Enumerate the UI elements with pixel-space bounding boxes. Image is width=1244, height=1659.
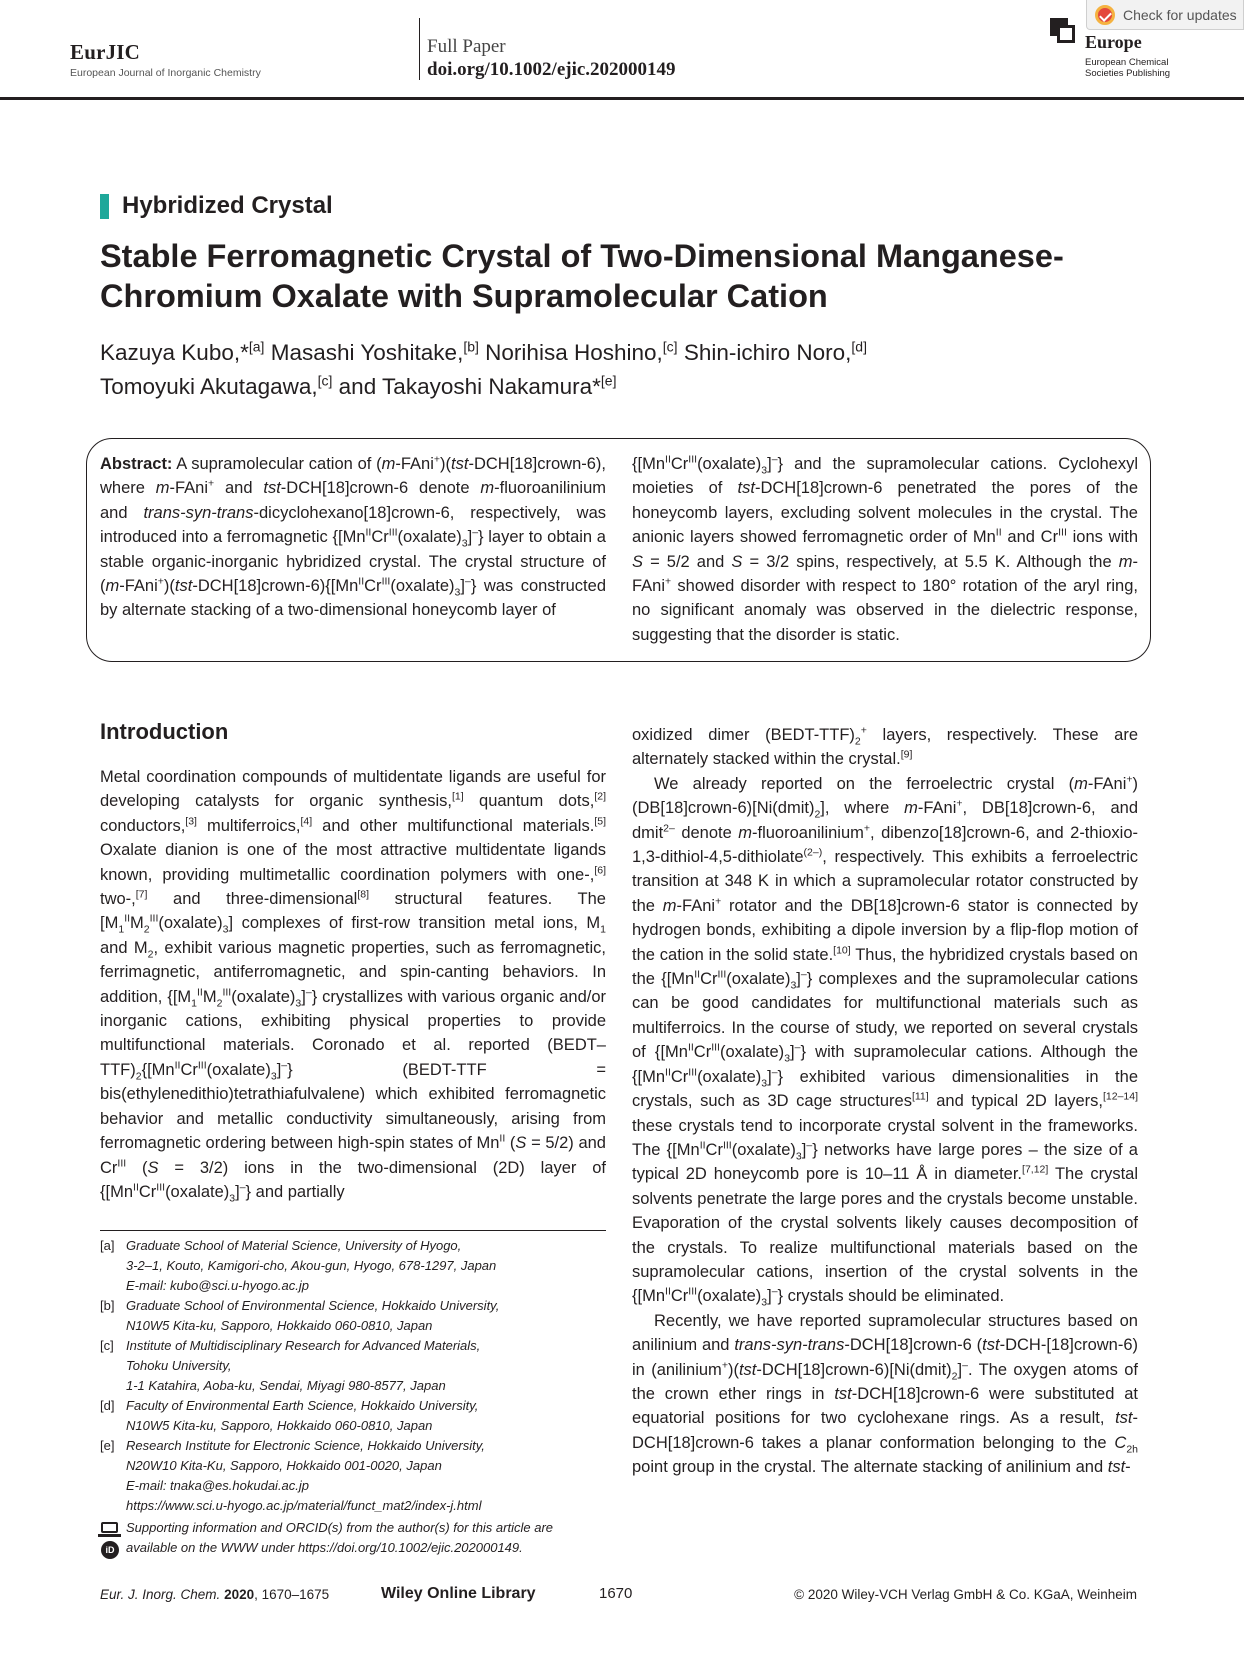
header-divider <box>419 18 420 80</box>
header-rule <box>0 97 1244 100</box>
affiliation-d: [d] Faculty of Environmental Earth Science, Hokkaido University, N10W5 Kita-ku, Sapporo, Hokkaido 060-0810, Japan <box>100 1398 479 1433</box>
article-title: Stable Ferromagnetic Crystal of Two-Dimensional Manganese- Chromium Oxalate with Supramolecular Cation <box>100 238 1064 314</box>
email-link[interactable]: E-mail: tnaka@es.hokudai.ac.jp <box>126 1478 310 1493</box>
supporting-info-link[interactable]: available on the WWW under https://doi.org/10.1002/ejic.202000149. <box>126 1540 523 1555</box>
article-type-block <box>427 36 676 81</box>
citation: Eur. J. Inorg. Chem. 2020, 1670–1675 <box>100 1587 330 1602</box>
author[interactable]: Kazuya Kubo,*[a] <box>100 338 265 365</box>
publisher-name: European Chemical Societies Publishing <box>1085 57 1171 79</box>
affiliation-e: [e] Research Institute for Electronic Science, Hokkaido University, N20W10 Kita-Ku, Sapporo, Hokkaido 001-0020, Japan E-mail: tnaka@es.hokudai.ac.jp https://www.sci.u-hyogo.ac.jp/material/funct_mat2/index-j.html <box>100 1436 606 1516</box>
crossmark-icon <box>1095 5 1115 25</box>
journal-abbrev: EurJIC <box>70 40 141 64</box>
supporting-information-note: iD Supporting information and ORCID(s) from the author(s) for this article are available on the WWW under https://doi.org/10.1002/ejic.202000149. <box>100 1518 606 1558</box>
affiliations <box>100 1236 606 1558</box>
author-list <box>100 332 1160 401</box>
introduction-heading: Introduction <box>100 719 229 744</box>
journal-brand <box>70 40 261 79</box>
wiley-online-library-link[interactable]: Wiley Online Library <box>381 1585 536 1602</box>
copyright: © 2020 Wiley-VCH Verlag GmbH & Co. KGaA, Weinheim <box>794 1587 1137 1602</box>
logo-wordmark: Europe <box>1085 32 1142 52</box>
email-link[interactable]: E-mail: kubo@sci.u-hyogo.ac.jp <box>126 1278 309 1293</box>
section-accent-bar <box>100 194 109 219</box>
logo-outline-square-icon <box>1057 25 1075 43</box>
abstract-text-right: $\{[Mn^{II}Cr^{III}(oxalate)_3]^-\}$ and the supramolecular cations. Cyclohexyl moieties of tst-DCH[18]crown-6 penetrated the pores of the honeycomb layers, excluding solvent molecules in the crystal. The anionic layers showed ferromagnetic order of $Mn^{II}$ and $Cr^{III}$ ions with S = 5/2 and S = 3/2 spins, respectively, at 5.5 K. Although the m-FAni+ showed disorder with respect to 180° rotation of the aryl ring, no significant anomaly was observed in the dielectric response, suggesting that the disorder is static. <box>632 453 1139 644</box>
journal-full-name: European Journal of Inorganic Chemistry <box>70 67 261 79</box>
website-link[interactable]: https://www.sci.u-hyogo.ac.jp/material/funct_mat2/index-j.html <box>126 1498 482 1513</box>
abstract-label: Abstract: <box>100 455 173 473</box>
laptop-icon <box>101 1522 118 1533</box>
page-number: 1670 <box>599 1585 633 1602</box>
section-tag <box>100 192 333 220</box>
doi-link[interactable]: doi.org/10.1002/ejic.202000149 <box>427 59 676 80</box>
author[interactable]: Masashi Yoshitake,[b] <box>270 338 479 365</box>
affiliation-c: [c] Institute of Multidisciplinary Research for Advanced Materials, Tohoku University, 1-1 Katahira, Aoba-ku, Sendai, Miyagi 980-8577, Japan <box>100 1338 481 1393</box>
author[interactable]: Norihisa Hoshino,[c] <box>485 338 678 365</box>
author[interactable]: Tomoyuki Akutagawa,[c] <box>100 372 333 399</box>
footnote-rule <box>100 1230 606 1231</box>
introduction-left-column: Metal coordination compounds of multidentate ligands are useful for developing catalysts for organic synthesis,[1] quantum dots,[2] conductors,[3] multiferroics,[4] and other multifunctional materials.[5] Oxalate dianion is one of the most attractive multidentate ligands known, providing multimetallic coordination polymers with one-,[6] two-,[7] and three-dimensional[8] structural features. The $[M_1^{II}M_2^{III}(oxalate)_3]$ complexes of first-row transition metal ions, $M_1$ and $M_2$, exhibit various magnetic properties, such as ferromagnetic, ferrimagnetic, antiferromagnetic, and spin-canting behaviors. In addition, $\{[M_1^{II}M_2^{III}(oxalate)_3]^-\}$ crystallizes with various organic and/or inorganic cations, exhibiting physical properties to provide multifunctional materials. Coronado et al. reported $(BEDT-TTF)_2\{[Mn^{II}Cr^{III}(oxalate)_3]^-\}$ (BEDT-TTF = bis(ethylenedithio)tetrathiafulvalene) which exhibited ferromagnetic behavior and metallic conductivity simultaneously, arising from ferromagnetic ordering between high-spin states of $Mn^{II}$ (S = 5/2) and $Cr^{III}$ (S = 3/2) ions in the two-dimensional (2D) layer of $\{[Mn^{II}Cr^{III}(oxalate)_3]^-\}$ and partially <box>100 768 607 1205</box>
affiliation-b: [b] Graduate School of Environmental Science, Hokkaido University, N10W5 Kita-ku, Sapporo, Hokkaido 060-0810, Japan <box>100 1298 500 1333</box>
abstract-text-left: Abstract: A supramolecular cation of (m-FAni+)(tst-DCH[18]crown-6), where m-FAni+ and tst-DCH[18]crown-6 denote m-fluoroanilinium and trans-syn-trans-dicyclohexano[18]crown-6, respectively, was introduced into a ferromagnetic $\{[Mn^{II}Cr^{III}(oxalate)_3]^-\}$ layer to obtain a stable organic-inorganic hybridized crystal. The crystal structure of $(m-FAni^+)(tst-DCH[18]crown-6)\{[Mn^{II}Cr^{III}(oxalate)_3]^-\}$ was constructed by alternate stacking of a two-dimensional honeycomb layer of <box>100 453 606 620</box>
section-label: Hybridized Crystal <box>122 192 333 219</box>
author[interactable]: Shin-ichiro Noro,[d] <box>683 338 867 365</box>
orcid-icon: iD <box>101 1541 119 1559</box>
check-for-updates-button[interactable] <box>1086 0 1244 30</box>
check-for-updates-label: Check for updates <box>1123 6 1237 23</box>
introduction-right-column: oxidized dimer $(BEDT-TTF)_2^+$ layers, respectively. These are alternately stacked within the crystal.[9] We already reported on the ferroelectric crystal $(m-FAni^+)(DB[18]crown-6)[Ni(dmit)_2]$, where m-FAni+, DB[18]crown-6, and dmit$^{2-}$ denote m-fluoroanilinium+, dibenzo[18]crown-6, and 2-thioxio-1,3-dithiol-4,5-dithiolate$^{(2-)}$, respectively. This exhibits a ferroelectric transition at 348 K in which a supramolecular rotator constructed by the m-FAni+ rotator and the DB[18]crown-6 stator is connected by hydrogen bonds, exhibiting a dipole inversion by a flip-flop motion of the cation in the solid state.[10] Thus, the hybridized crystals based on the $\{[Mn^{II}Cr^{III}(oxalate)_3]^-\}$ complexes and the supramolecular cations can be good candidates for multifunctional materials such as multiferroics. In the course of study, we reported on several crystals of $\{[Mn^{II}Cr^{III}(oxalate)_3]^-\}$ with supramolecular cations. Although the $\{[Mn^{II}Cr^{III}(oxalate)_3]^-\}$ exhibited various dimensionalities in the crystals, such as 3D cage structures[11] and typical 2D layers,[12–14] these crystals tend to incorporate crystal solvent in the frameworks. The $\{[Mn^{II}Cr^{III}(oxalate)_3]^-\}$ networks have large pores – the size of a typical 2D honeycomb pore is 10–11 Å in diameter.[7,12] The crystal solvents penetrate the large pores and the crystals become unstable. Evaporation of the crystal solvents likely causes decomposition of the crystals. To realize multifunctional materials based on the supramolecular cations, insertion of the crystal solvents in the $\{[Mn^{II}Cr^{III}(oxalate)_3]^-\}$ crystals should be eliminated. Recently, we have reported supramolecular structures based on anilinium and trans-syn-trans-DCH[18]crown-6 (tst-DCH-[18]crown-6) in $(anilinium^+)(tst-DCH[18]crown-6)[Ni(dmit)_2]^-$. The oxygen atoms of the crown ether rings in tst-DCH[18]crown-6 were substituted at equatorial positions for two cyclohexane rings. As a result, tst-DCH[18]crown-6 takes a planar conformation belonging to the $C_{2h}$ point group in the crystal. The alternate stacking of anilinium and tst- <box>632 724 1139 1477</box>
affiliation-a: [a] Graduate School of Material Science, University of Hyogo, 3-2–1, Kouto, Kamigori-cho, Akou-gun, Hyogo, 678-1297, Japan E-mail: kubo@sci.u-hyogo.ac.jp <box>100 1236 606 1296</box>
article-type: Full Paper <box>427 36 506 57</box>
author[interactable]: and Takayoshi Nakamura*[e] <box>338 372 617 399</box>
